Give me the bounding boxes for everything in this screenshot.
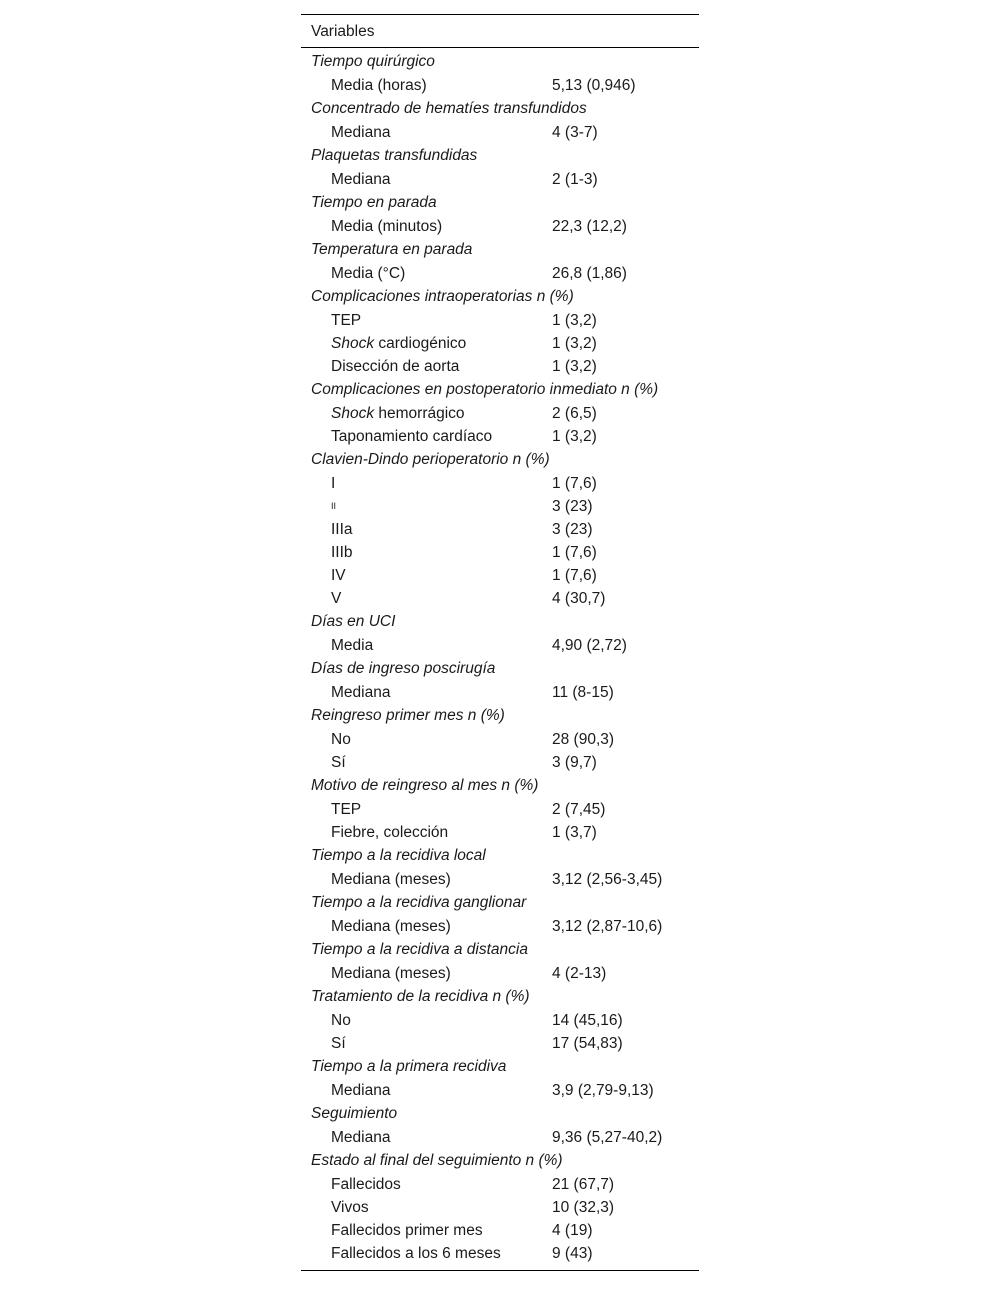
row-value: 2 (6,5) [552,405,597,422]
row-value: 5,13 (0,946) [552,77,636,94]
row-label: Media [331,637,374,654]
row-label: Media (minutos) [331,218,443,235]
row-label: Media (°C) [331,265,406,282]
header-variables: Variables [311,23,375,40]
row-value: 1 (7,6) [552,567,597,584]
table-row [301,868,699,891]
table-row [301,1009,699,1032]
row-label-italic: Shock [331,405,375,422]
table-row [301,587,699,610]
row-label: Mediana [331,1129,391,1146]
table-row [301,215,699,238]
row-value: 14 (45,16) [552,1012,623,1029]
section-title: Estado al final del seguimiento n (%) [311,1152,563,1169]
row-value: 26,8 (1,86) [552,265,627,282]
row-value: 4 (3-7) [552,124,598,141]
table-row [301,1032,699,1055]
row-value: 4 (2-13) [552,965,607,982]
row-value: 21 (67,7) [552,1176,615,1193]
table-row [301,1242,699,1265]
row-value: 1 (3,2) [552,312,597,329]
row-value: 4,90 (2,72) [552,637,627,654]
section-title: Tiempo a la recidiva ganglionar [311,894,527,911]
row-value: 22,3 (12,2) [552,218,627,235]
row-label: Fallecidos [331,1176,401,1193]
table-bottom-rule [301,1270,699,1271]
table-row [301,915,699,938]
table-row [301,355,699,378]
table-row [301,332,699,355]
table-row [301,121,699,144]
row-value: 3,9 (2,79-9,13) [552,1082,654,1099]
row-label: II [331,501,337,511]
row-label: Taponamiento cardíaco [331,428,493,445]
row-label: No [331,1012,351,1029]
row-value: 3 (23) [552,521,593,538]
table-header [301,15,699,48]
section-title: Plaquetas transfundidas [311,147,478,164]
row-value: 9 (43) [552,1245,593,1262]
row-label [331,332,466,355]
row-label: Mediana (meses) [331,871,451,888]
row-label: Vivos [331,1199,369,1216]
row-value: 2 (7,45) [552,801,606,818]
table-row [301,1126,699,1149]
row-value: 28 (90,3) [552,731,615,748]
row-label: Mediana [331,1082,391,1099]
section-title: Temperatura en parada [311,241,473,258]
row-value: 3,12 (2,56-3,45) [552,871,663,888]
row-label: Media (horas) [331,77,427,94]
row-label: IV [331,567,346,584]
row-label: Sí [331,1035,346,1052]
section-title: Tratamiento de la recidiva n (%) [311,988,530,1005]
row-label: Fallecidos a los 6 meses [331,1245,501,1262]
row-value: 3 (23) [552,498,593,515]
row-label-text: hemorrágico [374,405,465,422]
section-title: Clavien-Dindo perioperatorio n (%) [311,451,550,468]
table-body [301,50,699,1265]
row-label [331,402,465,425]
row-value: 9,36 (5,27-40,2) [552,1129,663,1146]
section-title: Complicaciones en postoperatorio inmediato n (%) [311,381,659,398]
row-value: 1 (3,2) [552,335,597,352]
section-title: Motivo de reingreso al mes n (%) [311,777,539,794]
row-value: 4 (30,7) [552,590,606,607]
table-row [301,798,699,821]
row-label: Mediana [331,171,391,188]
row-value: 1 (3,2) [552,428,597,445]
row-label: Mediana (meses) [331,918,451,935]
table-row [301,495,699,518]
row-label: Disección de aorta [331,358,460,375]
section-title: Tiempo en parada [311,194,437,211]
table-row [301,634,699,657]
section-title: Tiempo a la recidiva a distancia [311,941,528,958]
table-row [301,1079,699,1102]
section-title: Tiempo a la recidiva local [311,847,486,864]
row-label: Mediana [331,124,391,141]
row-label: Mediana [331,684,391,701]
section-title: Complicaciones intraoperatorias n (%) [311,288,574,305]
row-value: 2 (1-3) [552,171,598,188]
table-row [301,518,699,541]
table-row [301,262,699,285]
row-label: IIIa [331,521,353,538]
section-title: Días en UCI [311,613,396,630]
section-title: Tiempo quirúrgico [311,53,435,70]
table-row [301,728,699,751]
row-value: 4 (19) [552,1222,593,1239]
row-label: TEP [331,312,362,329]
row-value: 1 (7,6) [552,544,597,561]
row-label: TEP [331,801,362,818]
table-row [301,962,699,985]
row-value: 3,12 (2,87-10,6) [552,918,663,935]
row-label: V [331,590,342,607]
table-row [301,1173,699,1196]
row-label: Fiebre, colección [331,824,449,841]
table-row [301,541,699,564]
table-row [301,681,699,704]
section-title: Tiempo a la primera recidiva [311,1058,507,1075]
row-value: 11 (8-15) [552,684,614,701]
row-label-text: cardiogénico [374,335,467,352]
section-title: Concentrado de hematíes transfundidos [311,100,587,117]
row-label: Sí [331,754,346,771]
row-value: 10 (32,3) [552,1199,615,1216]
row-value: 3 (9,7) [552,754,597,771]
row-label: No [331,731,351,748]
section-title: Seguimiento [311,1105,398,1122]
table-row [301,821,699,844]
data-table [301,14,699,1271]
table-row [301,1219,699,1242]
table-row [301,564,699,587]
section-title: Días de ingreso poscirugía [311,660,496,677]
row-label: Mediana (meses) [331,965,451,982]
row-value: 17 (54,83) [552,1035,623,1052]
table-row [301,309,699,332]
row-value: 1 (3,2) [552,358,597,375]
row-value: 1 (7,6) [552,475,597,492]
table-row [301,1196,699,1219]
table-row [301,168,699,191]
row-label: IIIb [331,544,353,561]
row-label: I [331,475,336,492]
table-row [301,74,699,97]
row-value: 1 (3,7) [552,824,597,841]
table-row [301,402,699,425]
table-row [301,751,699,774]
section-title: Reingreso primer mes n (%) [311,707,505,724]
row-label: Fallecidos primer mes [331,1222,483,1239]
row-label-italic: Shock [331,335,375,352]
table-row [301,425,699,448]
table-row [301,472,699,495]
